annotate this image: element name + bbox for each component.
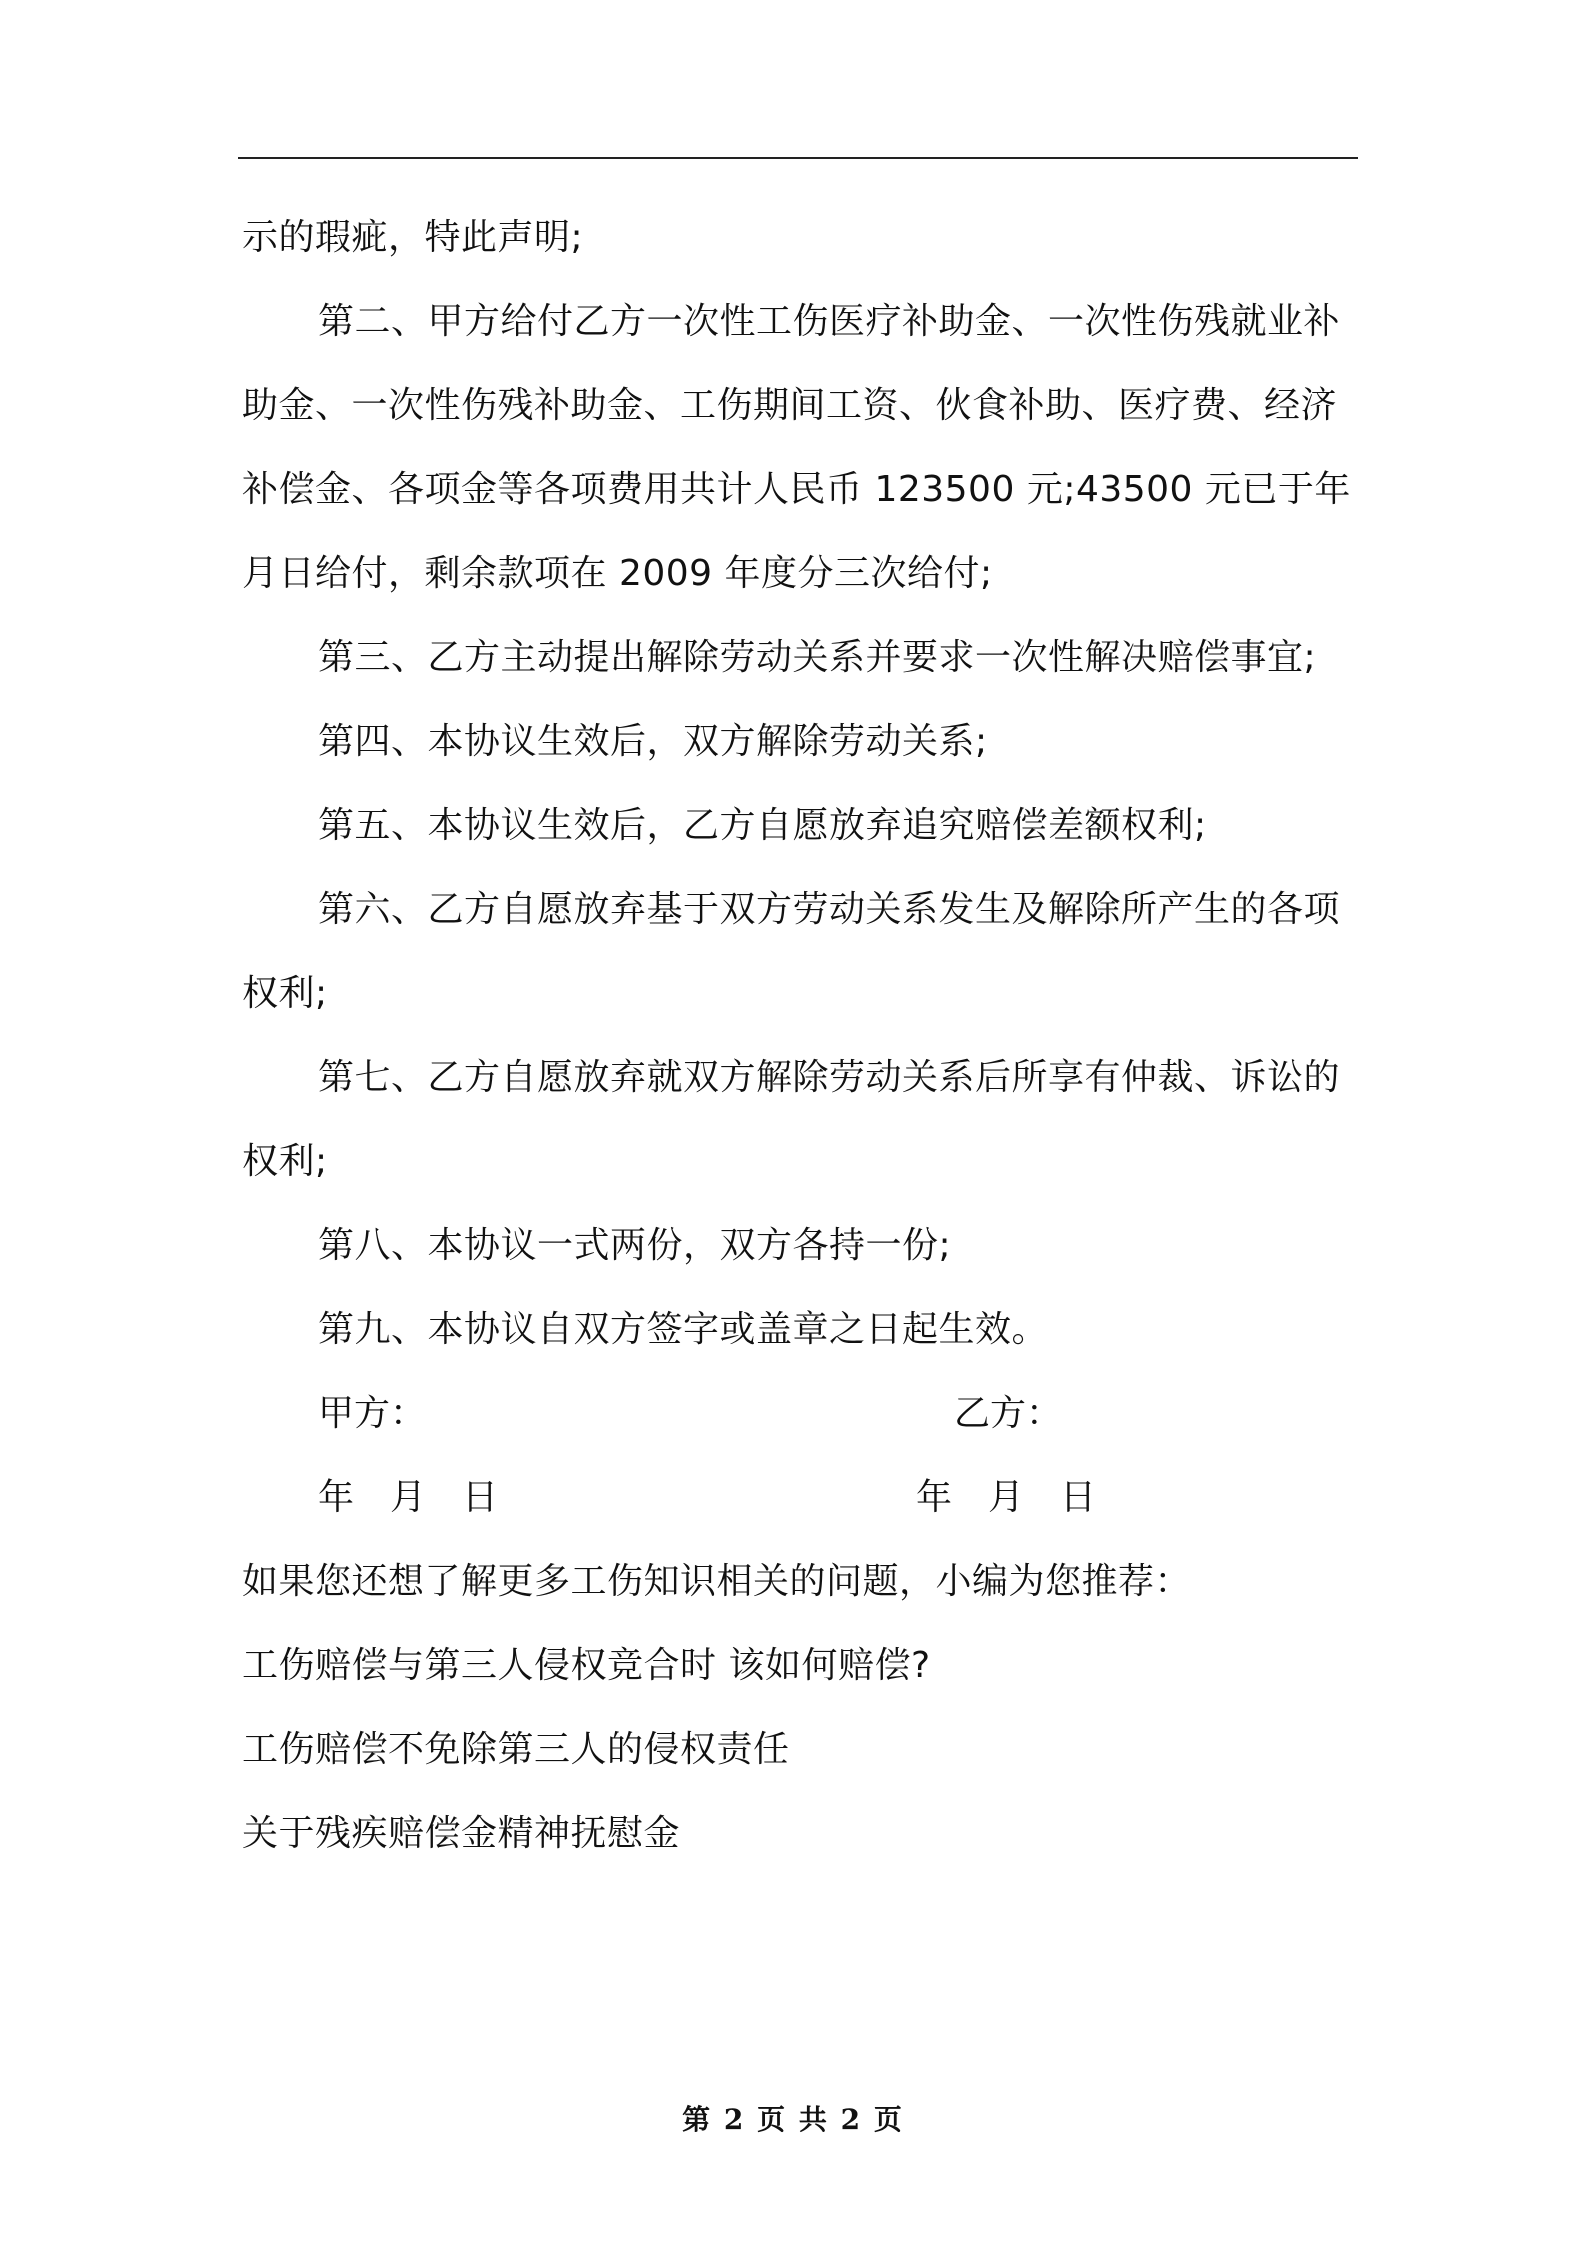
document-body	[242, 196, 1360, 1876]
recommend-intro: 如果您还想了解更多工伤知识相关的问题，小编为您推荐：	[242, 1561, 1192, 1602]
recommend-link[interactable]: 工伤赔偿不免除第三人的侵权责任	[242, 1729, 790, 1770]
clause-line: 第四、本协议生效后，双方解除劳动关系;	[318, 721, 988, 762]
party-a-date: 年 月 日	[318, 1477, 499, 1518]
date-row	[242, 1456, 1360, 1540]
clause-line: 权利;	[242, 973, 328, 1014]
clause-line: 第三、乙方主动提出解除劳动关系并要求一次性解决赔偿事宜;	[318, 637, 1317, 678]
clause-line: 补偿金、各项金等各项费用共计人民币 123500 元;43500 元已于年	[242, 469, 1351, 510]
clause-line: 示的瑕疵，特此声明;	[242, 217, 584, 258]
page-number: 第 2 页 共 2 页	[682, 2103, 904, 2136]
clause-line: 第七、乙方自愿放弃就双方解除劳动关系后所享有仲裁、诉讼的	[318, 1057, 1341, 1098]
clause-line: 权利;	[242, 1141, 328, 1182]
clause-line: 第八、本协议一式两份，双方各持一份;	[318, 1225, 952, 1266]
party-a-label: 甲方：	[318, 1393, 427, 1434]
agreement-clauses	[242, 196, 1360, 1372]
party-b-date: 年 月 日	[916, 1477, 1097, 1518]
clause-line: 助金、一次性伤残补助金、工伤期间工资、伙食补助、医疗费、经济	[242, 385, 1338, 426]
recommend-link[interactable]: 工伤赔偿与第三人侵权竞合时 该如何赔偿?	[242, 1645, 931, 1686]
header-rule	[238, 157, 1358, 159]
clause-line: 第六、乙方自愿放弃基于双方劳动关系发生及解除所产生的各项	[318, 889, 1341, 930]
clause-line: 第五、本协议生效后，乙方自愿放弃追究赔偿差额权利;	[318, 805, 1207, 846]
signature-row	[242, 1372, 1360, 1456]
recommend-link[interactable]: 关于残疾赔偿金精神抚慰金	[242, 1813, 681, 1854]
party-b-label: 乙方：	[954, 1393, 1063, 1434]
clause-line: 第九、本协议自双方签字或盖章之日起生效。	[318, 1309, 1049, 1350]
clause-line: 月日给付，剩余款项在 2009 年度分三次给付;	[242, 553, 993, 594]
clause-line: 第二、甲方给付乙方一次性工伤医疗补助金、一次性伤残就业补	[318, 301, 1341, 342]
